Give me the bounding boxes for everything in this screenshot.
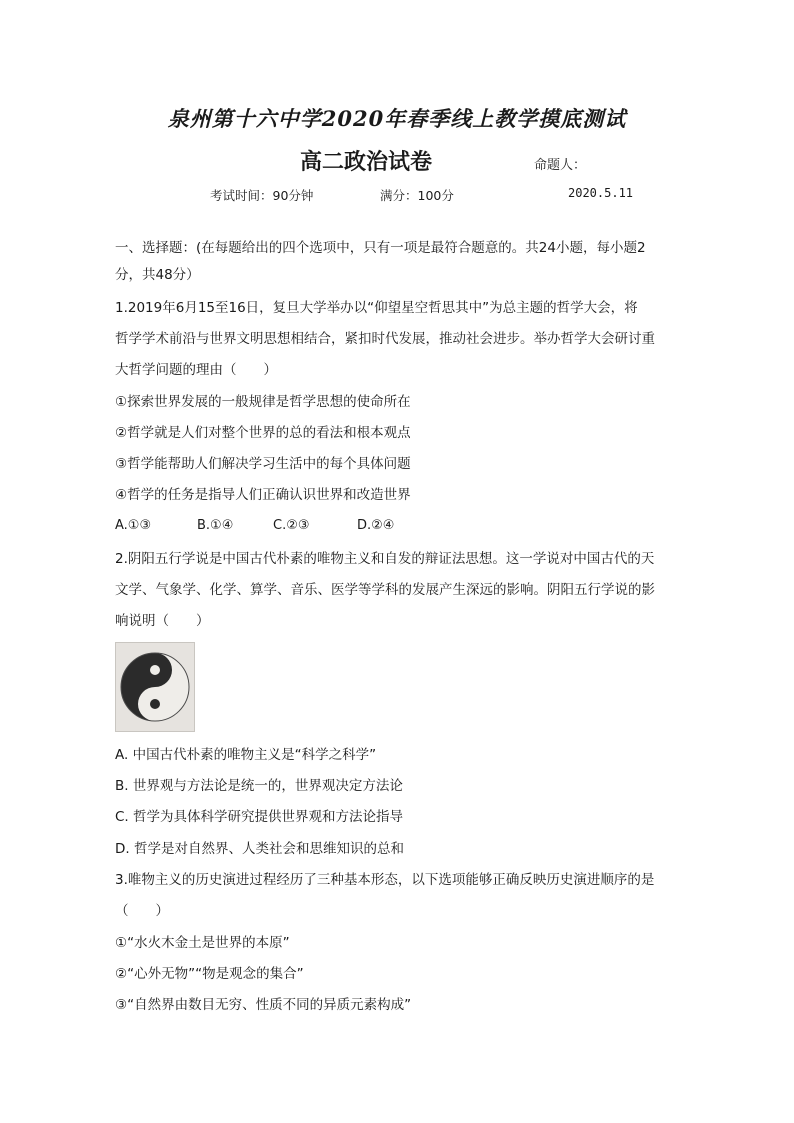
question-3-text-line-2: （ ）: [115, 903, 169, 919]
yin-yang-symbol: [116, 643, 194, 731]
question-2-option-c: C. 哲学为具体科学研究提供世界观和方法论指导: [115, 809, 404, 825]
question-3-statement-1: ①“水火木金土是世界的本原”: [115, 935, 290, 951]
section-instruction-line-2: 分，共48分）: [115, 267, 200, 283]
exam-time: 考试时间：90分钟: [210, 188, 314, 203]
question-1-option-b: B.①④: [197, 518, 234, 533]
question-1-option-c: C.②③: [273, 518, 310, 533]
question-2-option-d: D. 哲学是对自然界、人类社会和思维知识的总和: [115, 841, 404, 857]
question-1-option-a: A.①③: [115, 518, 152, 533]
full-score: 满分：100分: [380, 188, 454, 203]
school-title: 泉州第十六中学2020年春季线上教学摸底测试: [167, 106, 627, 131]
question-1-statement-2: ②哲学就是人们对整个世界的总的看法和根本观点: [115, 425, 411, 441]
exam-date: 2020.5.11: [568, 186, 634, 200]
question-2-option-a: A. 中国古代朴素的唯物主义是“科学之科学”: [115, 747, 377, 763]
question-1-text-line-2: 哲学学术前沿与世界文明思想相结合，紧扣时代发展，推动社会进步。举办哲学大会研讨重: [115, 331, 655, 347]
question-2-option-b: B. 世界观与方法论是统一的，世界观决定方法论: [115, 778, 403, 794]
question-2-text-line-3: 响说明（ ）: [115, 613, 210, 629]
question-1-text-line-1: 1.2019年6月15至16日，复旦大学举办以“仰望星空哲思其中”为总主题的哲学大会，将: [115, 300, 638, 316]
section-instruction-line-1: 一、选择题：(在每题给出的四个选项中，只有一项是最符合题意的。共24小题，每小题2: [115, 240, 646, 256]
question-1-statement-4: ④哲学的任务是指导人们正确认识世界和改造世界: [115, 487, 411, 503]
question-3-statement-2: ②“心外无物”“物是观念的集合”: [115, 966, 304, 982]
question-1-option-d: D.②④: [357, 518, 395, 533]
question-2-text-line-2: 文学、气象学、化学、算学、音乐、医学等学科的发展产生深远的影响。阴阳五行学说的影: [115, 582, 655, 598]
question-1-statement-3: ③哲学能帮助人们解决学习生活中的每个具体问题: [115, 456, 411, 472]
subject-title: 高二政治试卷: [300, 150, 433, 175]
yin-yang-image: [115, 642, 195, 732]
question-3-text-line-1: 3.唯物主义的历史演进过程经历了三种基本形态，以下选项能够正确反映历史演进顺序的是: [115, 872, 655, 888]
question-2-text-line-1: 2.阴阳五行学说是中国古代朴素的唯物主义和自发的辩证法思想。这一学说对中国古代的天: [115, 551, 655, 567]
question-3-statement-3: ③“自然界由数目无穷、性质不同的异质元素构成”: [115, 997, 412, 1013]
author-label: 命题人：: [534, 158, 587, 173]
question-1-statement-1: ①探索世界发展的一般规律是哲学思想的使命所在: [115, 394, 411, 410]
question-1-text-line-3: 大哲学问题的理由（ ）: [115, 362, 277, 378]
